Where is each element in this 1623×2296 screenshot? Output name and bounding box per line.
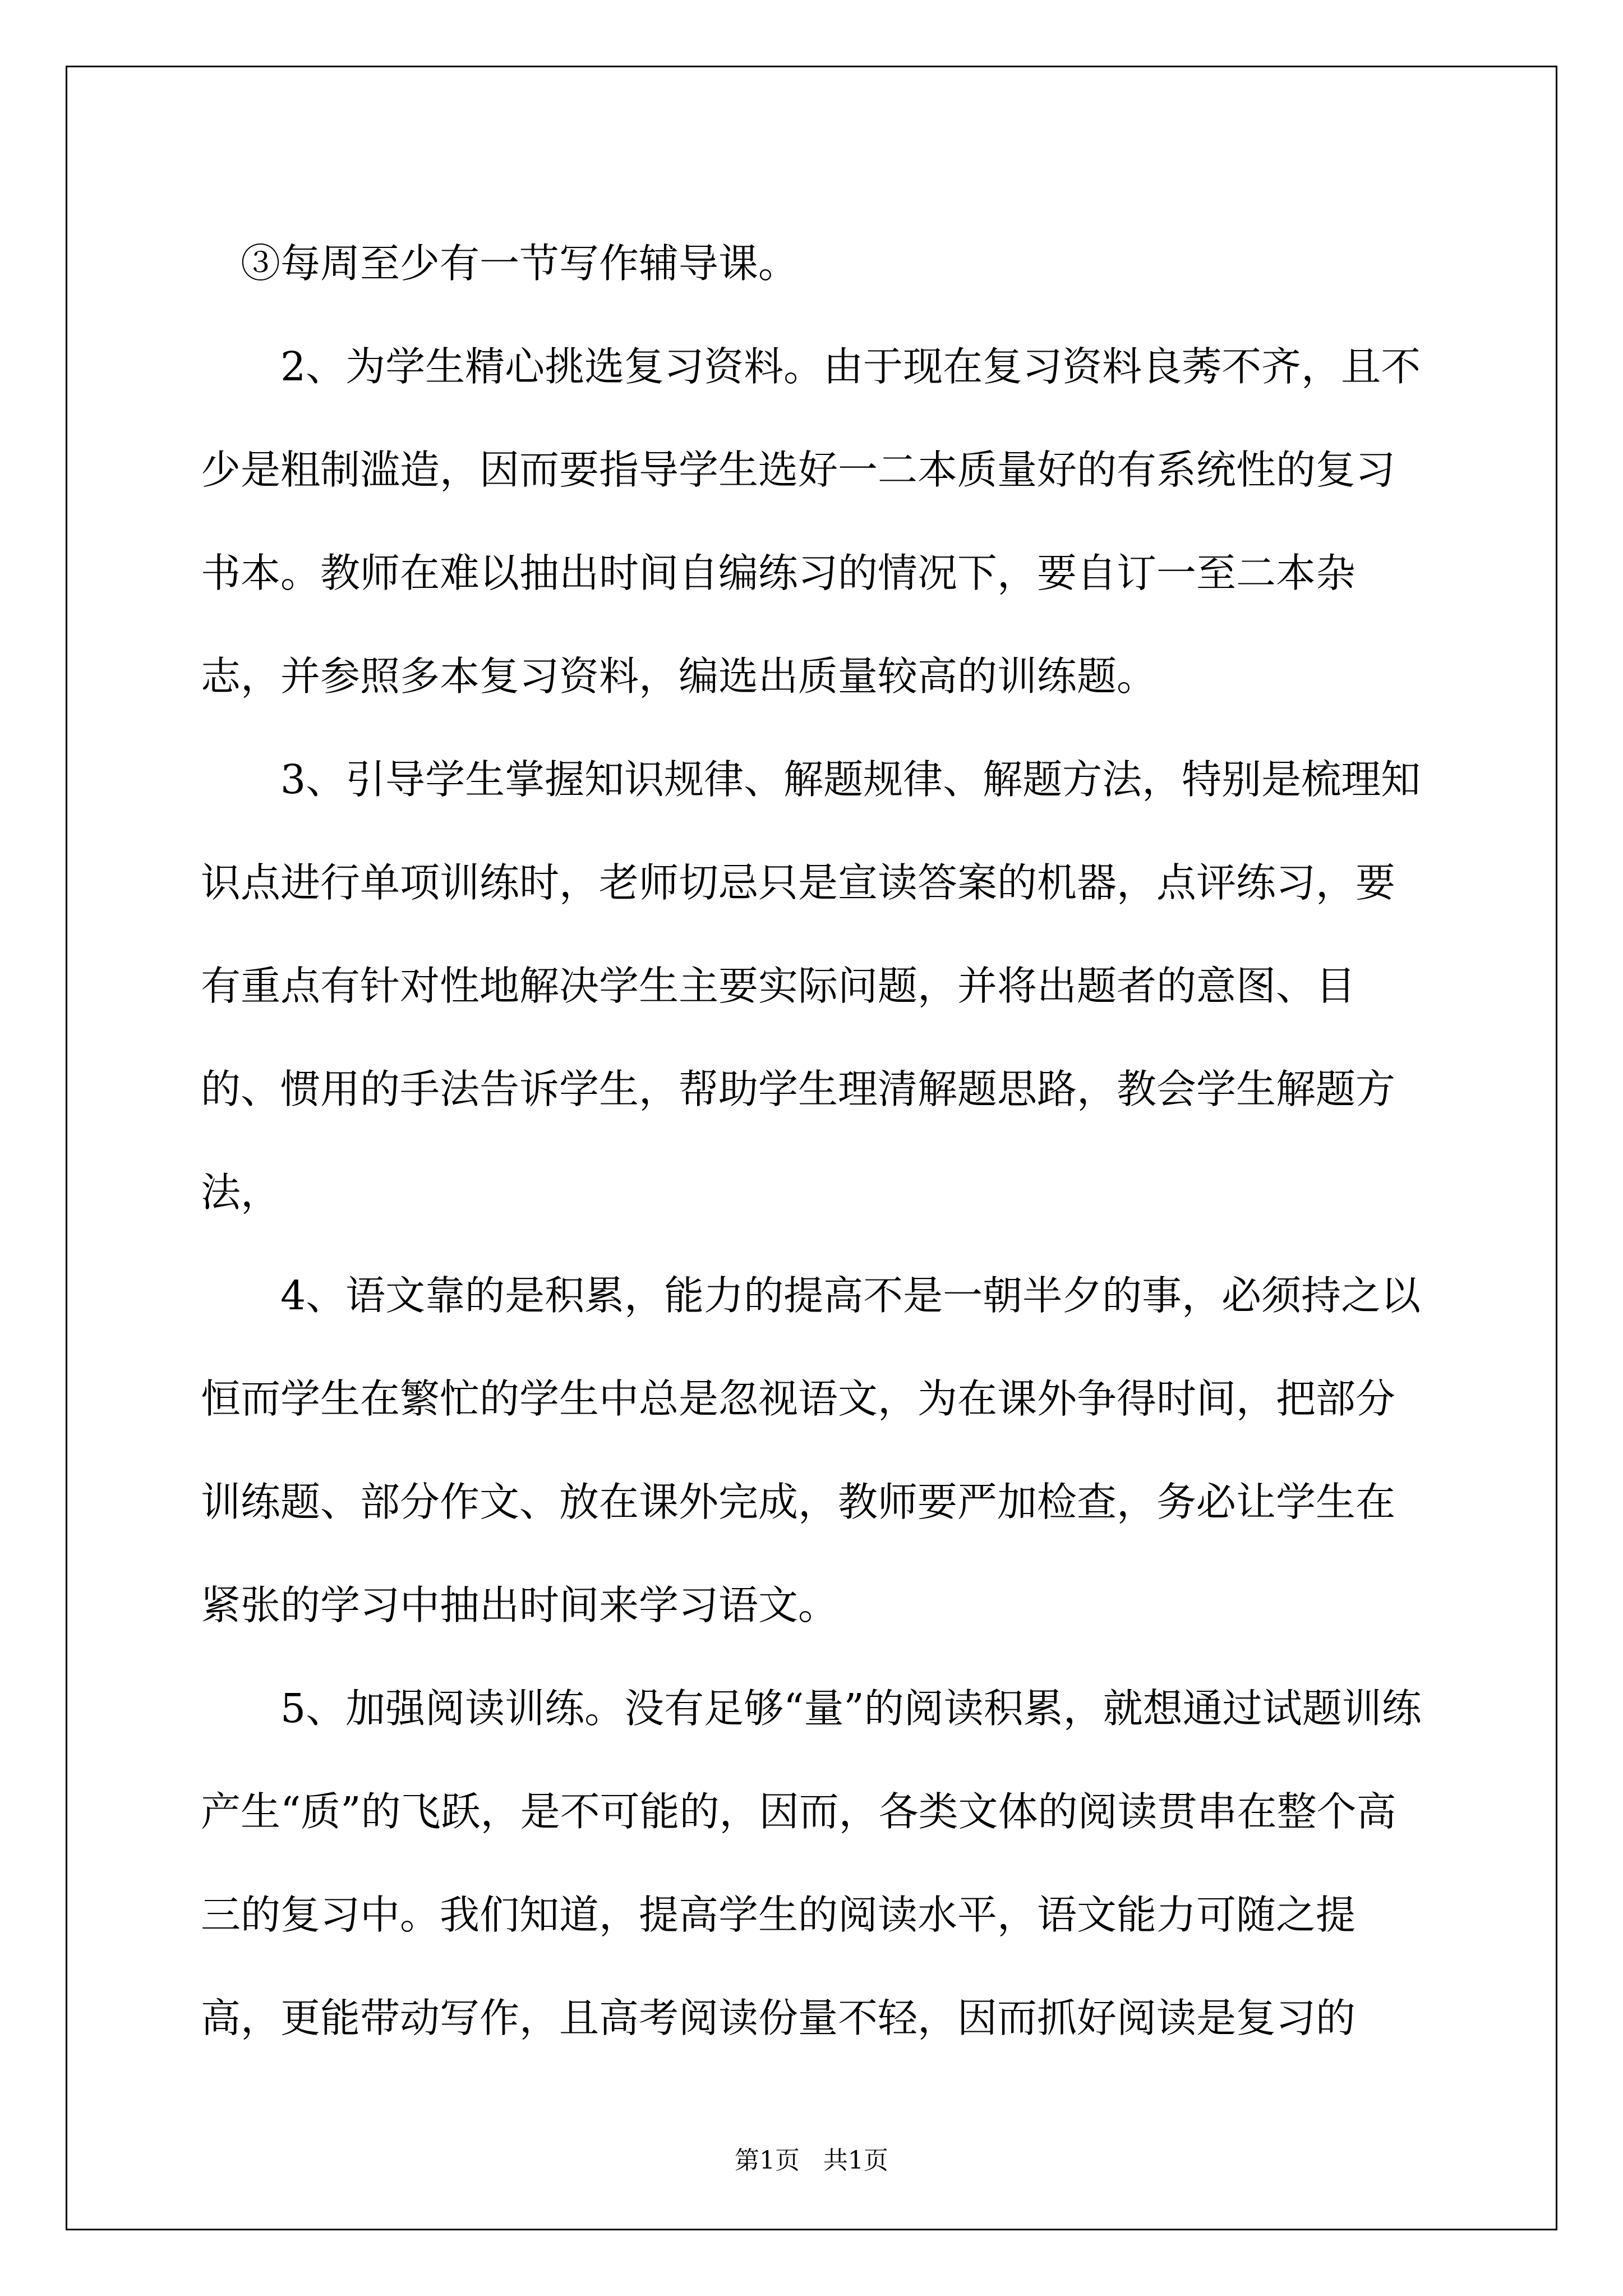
page-footer: [0, 2144, 1623, 2178]
paragraph-reading-training: 5、加强阅读训练。没有足够“量”的阅读积累，就想通过试题训练产生“质”的飞跃，是不可能的，因而，各类文体的阅读贯串在整个高三的复习中。我们知道，提高学生的阅读水平，语文能力可随之提高，更能带动写作，且高考阅读份量不轻，因而抓好阅读是复习的: [201, 1685, 1422, 2041]
paragraph-review-materials: 2、为学生精心挑选复习资料。由于现在复习资料良莠不齐，且不少是粗制滥造，因而要指导学生选好一二本质量好的有系统性的复习书本。教师在难以抽出时间自编练习的情况下，要自订一至二本杂志，并参照多本复习资料，编选出质量较高的训练题。: [201, 343, 1421, 700]
paragraph-problem-solving: 3、引导学生掌握知识规律、解题规律、解题方法，特别是梳理知识点进行单项训练时，老师切忌只是宣读答案的机器，点评练习，要有重点有针对性地解决学生主要实际问题，并将出题者的意图、目的、惯用的手法告诉学生，帮助学生理清解题思路，教会学生解题方法，: [201, 756, 1421, 1216]
page-number: 第1页: [735, 2146, 800, 2175]
document-body: [201, 212, 1423, 2070]
paragraph-accumulation: 4、语文靠的是积累，能力的提高不是一朝半夕的事，必须持之以恒而学生在繁忙的学生中总是忽视语文，为在课外争得时间，把部分训练题、部分作文、放在课外完成，教师要严加检查，务必让学生在紧张的学习中抽出时间来学习语文。: [201, 1272, 1421, 1628]
paragraph-writing-class: ③每周至少有一节写作辅导课。: [241, 240, 799, 287]
page-total: 共1页: [823, 2146, 888, 2175]
